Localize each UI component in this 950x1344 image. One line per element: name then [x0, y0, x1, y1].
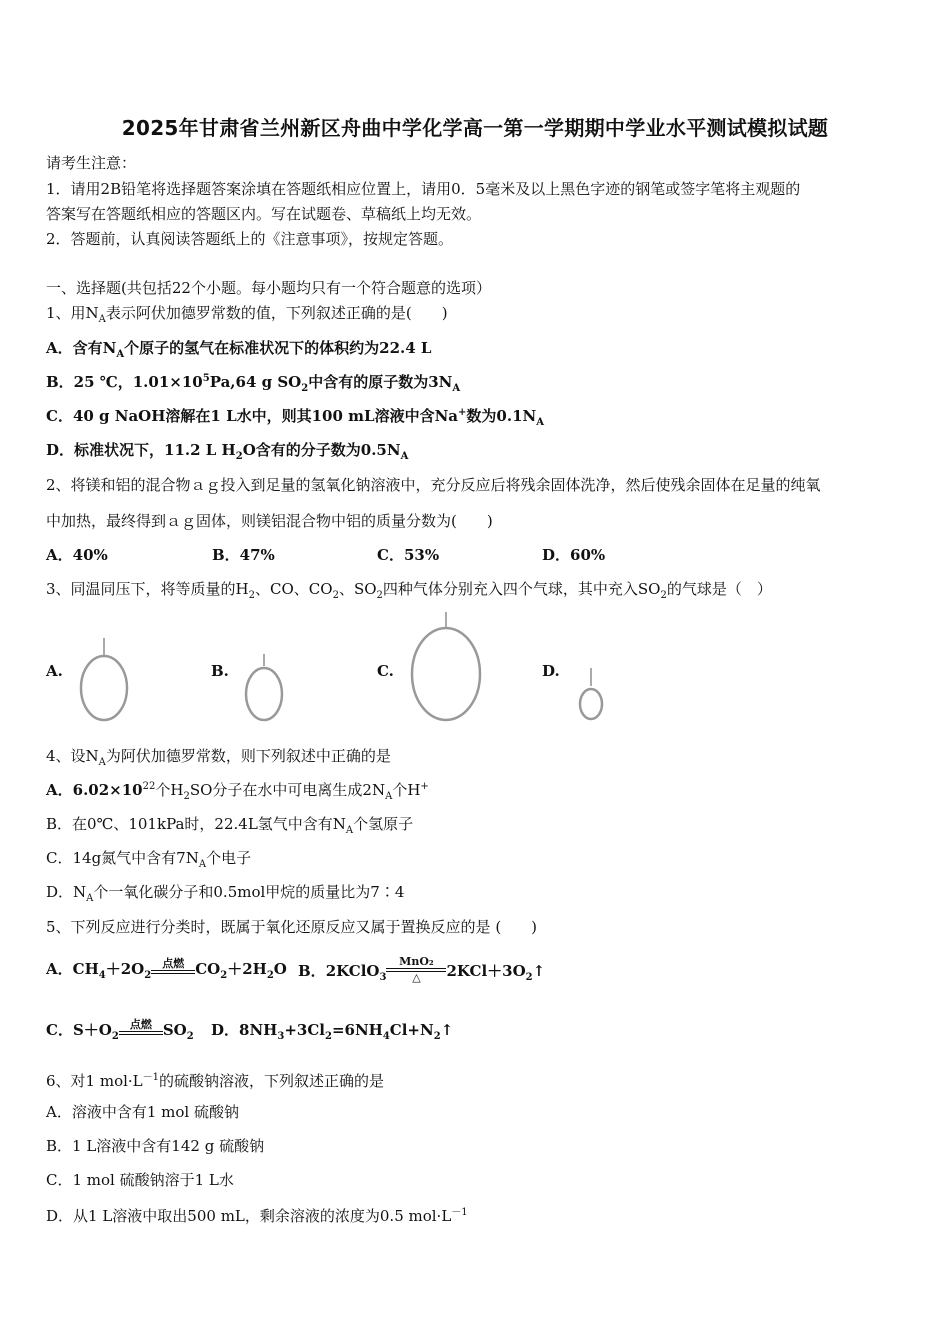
q1-option-a[interactable]: A．含有$N_A$个原子的氢气在标准状况下的体积约为22.4 L [46, 339, 432, 360]
q5-option-d[interactable]: D．$8NH_3+3Cl_2=6NH_4Cl+N_2↑$ [211, 1021, 454, 1042]
q6-option-c[interactable]: C．1 mol 硫酸钠溶于1 L水 [46, 1171, 234, 1189]
q1-option-b[interactable]: B．25 ℃，$1.01\times 10^5Pa,64$ g $SO_2$中含有的原子数为$3N_A$ [46, 373, 461, 394]
q1-option-c[interactable]: C．40 g NaOH溶解在1 L水中，则其100 mL溶液中含Na+数为$0.1N_A$ [46, 407, 544, 428]
q6-option-a[interactable]: A．溶液中含有1 mol 硫酸钠 [46, 1103, 239, 1121]
page-title: 2025年甘肃省兰州新区舟曲中学化学高一第一学期期中学业水平测试模拟试题 [121, 116, 829, 140]
balloon-d-icon[interactable] [576, 668, 606, 724]
q5-option-b[interactable]: B．2KClO$_3$ MnO₂ △ $2KCl+3O_2↑$ [298, 955, 546, 984]
q3-option-b-label[interactable]: B. [211, 662, 229, 680]
q4-stem: 4、设$N_A$为阿伏加德罗常数，则下列叙述中正确的是 [46, 747, 391, 768]
q4-option-a[interactable]: A．$6.02\times 10^{22}$个$H_2SO$分子在水中可电离生成$2N_A$个H+ [46, 781, 429, 802]
q4-option-c[interactable]: C．14g氮气中含有$7N_A$个电子 [46, 849, 252, 870]
balloon-c-icon[interactable] [408, 612, 484, 724]
q6-stem: 6、对1 $mol\cdot L^{-1}$的硫酸钠溶液，下列叙述正确的是 [46, 1072, 385, 1090]
balloon-a-icon[interactable] [76, 638, 132, 724]
q3-option-d-label[interactable]: D. [542, 662, 560, 680]
q5-c-condition: 点燃 [119, 1019, 163, 1035]
notice-heading: 请考生注意： [46, 154, 137, 172]
q2-option-d[interactable]: D．60% [542, 546, 606, 564]
q3-stem: 3、同温同压下，将等质量的$H_2$、CO、$CO_2$、$SO_2$四种气体分别充入四个气球，其中充入$SO_2$的气球是（ ） [46, 580, 772, 601]
q2-stem-1: 2、将镁和铝的混合物ａｇ投入到足量的氢氧化钠溶液中，充分反应后将残余固体洗净，然后使残余固体在足量的纯氧 [46, 476, 821, 494]
q3-option-c-label[interactable]: C. [377, 662, 394, 680]
notice-line-1: 1．请用2B铅笔将选择题答案涂填在答题纸相应位置上，请用0．5毫米及以上黑色字迹的钢笔或签字笔将主观题的 [46, 180, 801, 198]
notice-line-2: 2．答题前，认真阅读答题纸上的《注意事项》，按规定答题。 [46, 230, 454, 248]
q5-stem: 5、下列反应进行分类时，既属于氧化还原反应又属于置换反应的是 ( ) [46, 918, 538, 936]
q5-option-a[interactable]: A．$CH_4+2O_2$ 点燃 $CO_2+2H_2O$ [46, 957, 287, 981]
notice-line-1b: 答案写在答题纸相应的答题区内。写在试题卷、草稿纸上均无效。 [46, 205, 482, 223]
q2-option-b[interactable]: B．47% [212, 546, 275, 564]
q5-b-condition: MnO₂ △ [386, 956, 446, 984]
q6-option-b[interactable]: B．1 L溶液中含有142 g 硫酸钠 [46, 1137, 265, 1155]
balloon-b-icon[interactable] [242, 654, 286, 724]
q6-option-d[interactable]: D．从1 L溶液中取出500 mL，剩余溶液的浓度为0.5 $mol\cdot L^{-1}$ [46, 1207, 468, 1225]
q1-stem: 1、用$N_A$表示阿伏加德罗常数的值，下列叙述正确的是( ) [46, 304, 448, 325]
q2-stem-2: 中加热，最终得到ａｇ固体，则镁铝混合物中铝的质量分数为( ) [46, 512, 493, 530]
q4-option-b[interactable]: B．在0℃、101kPa时，22.4L氢气中含有$N_A$个氢原子 [46, 815, 414, 836]
q4-option-d[interactable]: D．$N_A$个一氧化碳分子和0.5mol甲烷的质量比为7∶4 [46, 883, 405, 904]
q1-option-d[interactable]: D．标准状况下，11.2 L $H_2O$含有的分子数为$0.5N_A$ [46, 441, 409, 462]
q2-option-c[interactable]: C．53% [377, 546, 440, 564]
q2-option-a[interactable]: A．40% [46, 546, 108, 564]
section-heading: 一、选择题(共包括22个小题。每小题均只有一个符合题意的选项） [46, 279, 491, 297]
q5-a-condition: 点燃 [151, 958, 195, 974]
q3-option-a-label[interactable]: A. [46, 662, 63, 680]
q5-option-c[interactable]: C．$S+O_2$ 点燃 $SO_2$ [46, 1018, 194, 1042]
